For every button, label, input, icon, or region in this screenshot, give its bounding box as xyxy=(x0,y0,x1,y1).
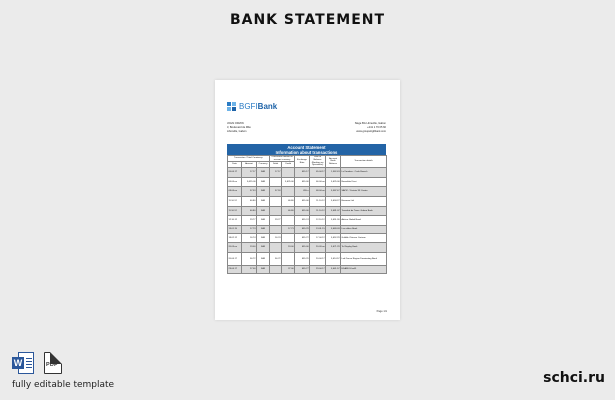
row-balance: 1,562.43 xyxy=(326,168,341,178)
row-rate: 655.78 xyxy=(295,225,310,233)
table-row xyxy=(228,233,387,243)
bank-logo xyxy=(227,102,287,114)
row-date: 13.01.15 xyxy=(228,225,242,233)
row-balance: 5,681.07 xyxy=(326,206,341,216)
template-tagline: fully editable template xyxy=(12,380,115,390)
bank-website: www.groupebgfibank.com xyxy=(356,130,386,133)
logo-text: BGFIBank xyxy=(239,102,278,111)
row-credit xyxy=(282,233,295,243)
row-amount: 17.73 xyxy=(242,225,257,233)
row-debit xyxy=(270,206,282,216)
row-amount: 29.77 xyxy=(242,216,257,226)
table-row xyxy=(228,177,387,187)
row-currency: XAF xyxy=(257,168,270,178)
row-value-date: 20.03.na xyxy=(310,243,326,253)
row-description: SAPIC / Certain XF Centre xyxy=(341,187,387,197)
row-date: 11.10.12 xyxy=(228,206,242,216)
logo-mark-icon xyxy=(227,102,237,111)
row-rate: 655.x xyxy=(295,187,310,197)
row-currency: XAF xyxy=(257,187,270,197)
table-row xyxy=(228,206,387,216)
row-debit: 56.72 xyxy=(270,252,282,265)
row-debit xyxy=(270,265,282,273)
row-rate: 655.00 xyxy=(295,177,310,187)
row-rate: 655.72 xyxy=(295,233,310,243)
table-row xyxy=(228,216,387,226)
row-credit xyxy=(282,168,295,178)
row-debit: 29.77 xyxy=(270,216,282,226)
pdf-document-icon: PDF xyxy=(44,352,62,374)
format-icons xyxy=(12,352,72,376)
row-rate: 655.17 xyxy=(295,168,310,178)
table-row xyxy=(228,168,387,178)
row-currency: XAF xyxy=(257,243,270,253)
row-value-date: 29.04.17 xyxy=(310,265,326,273)
row-description: Advise Global Bond xyxy=(341,216,387,226)
row-balance: 5,651.30 xyxy=(326,216,341,226)
row-date: 05.04.17 xyxy=(228,168,242,178)
table-row xyxy=(228,187,387,197)
row-rate: 655.76 xyxy=(295,252,310,265)
row-balance: 5,641.57 xyxy=(326,265,341,273)
row-credit: 17.73 xyxy=(282,225,295,233)
group-header-description: Transaction details xyxy=(341,156,387,168)
row-value-date: 11.10.12 xyxy=(310,206,326,216)
row-credit xyxy=(282,187,295,197)
row-description: Tel Deploy Bank xyxy=(341,243,387,253)
row-debit xyxy=(270,196,282,206)
row-balance: 5,634.27 xyxy=(326,196,341,206)
group-header-balance: Account Book Balance xyxy=(326,156,341,168)
row-currency: XAF xyxy=(257,225,270,233)
row-description: Bewalabs Dinci xyxy=(341,177,387,187)
row-debit xyxy=(270,243,282,253)
col-header-currency: Currency xyxy=(257,162,270,168)
col-header-amount: Amount xyxy=(242,162,257,168)
row-currency: XAF xyxy=(257,177,270,187)
row-rate: 655.00 xyxy=(295,243,310,253)
row-amount: 17.17 xyxy=(242,168,257,178)
row-description: Gulfdfe Chinese Cartoon xyxy=(341,233,387,243)
group-header-transaction: Transaction / Total Countersp. xyxy=(228,156,270,162)
row-description: Bionema Ltd xyxy=(341,196,387,206)
transactions-table xyxy=(227,155,387,274)
col-header-credit: Credit xyxy=(282,162,295,168)
bank-contact xyxy=(355,122,386,134)
row-credit: 27.00 xyxy=(282,265,295,273)
group-header-balance-date: Date of Balance (Booking on Operations) xyxy=(310,156,326,168)
row-amount: 16.74 xyxy=(242,233,257,243)
row-date: 06.04.na xyxy=(228,177,242,187)
row-date: 08.04.na xyxy=(228,187,242,197)
row-debit: 37.53 xyxy=(270,187,282,197)
row-debit: 17.17 xyxy=(270,168,282,178)
row-date: 20.04.17 xyxy=(228,252,242,265)
statement-title: Account Statement xyxy=(287,144,326,150)
bank-phone: +241 1 76 05 60 xyxy=(367,126,386,129)
row-value-date: 06.04.na xyxy=(310,177,326,187)
row-debit: 16.74 xyxy=(270,233,282,243)
row-value-date: 20.04.17 xyxy=(310,252,326,265)
row-balance: 5,614.57 xyxy=(326,252,341,265)
page-number: Page 1/1 xyxy=(376,310,387,313)
row-amount: 46.80 xyxy=(242,196,257,206)
row-description: Le Fondeur - Cash Branch xyxy=(341,168,387,178)
row-amount: 37.53 xyxy=(242,187,257,197)
row-amount: 5,625.00 xyxy=(242,177,257,187)
row-value-date: 05.04.17 xyxy=(310,168,326,178)
statement-subtitle: Information about transactions xyxy=(275,149,338,155)
row-credit: 5,625.00 xyxy=(282,177,295,187)
col-header-date: Date xyxy=(228,162,242,168)
row-description: Lab Dunce Region Dominating Bank xyxy=(341,252,387,265)
row-rate: 655.00 xyxy=(295,206,310,216)
row-balance: 5,587.47 xyxy=(326,187,341,197)
row-description: EDA/NOL/xx01 xyxy=(341,265,387,273)
statement-banner xyxy=(227,144,386,155)
col-header-debit: Debit xyxy=(270,162,282,168)
customer-address xyxy=(227,122,251,134)
row-balance: 5,652.29 xyxy=(326,233,341,243)
word-document-icon: W xyxy=(12,352,36,374)
statement-table-block xyxy=(227,144,386,274)
row-rate: 655.74 xyxy=(295,216,310,226)
row-value-date: 08.04.na xyxy=(310,187,326,197)
row-credit xyxy=(282,252,295,265)
site-watermark: schci.ru xyxy=(543,370,605,386)
row-balance: 5,625.00 xyxy=(326,177,341,187)
group-header-exchange: Exchange Rate xyxy=(295,156,310,168)
row-date: 29.04.17 xyxy=(228,265,242,273)
table-row xyxy=(228,252,387,265)
row-amount: 27.00 xyxy=(242,265,257,273)
row-amount: 19.00 xyxy=(242,243,257,253)
row-credit: 46.80 xyxy=(282,206,295,216)
row-credit xyxy=(282,216,295,226)
table-row xyxy=(228,265,387,273)
group-header-account: Transaction amount in account currency xyxy=(271,156,293,161)
row-balance: 5,669.03 xyxy=(326,225,341,233)
row-currency: XAF xyxy=(257,206,270,216)
row-description: Live offers Bank xyxy=(341,225,387,233)
row-date: 20.03.na xyxy=(228,243,242,253)
row-credit: 19.00 xyxy=(282,243,295,253)
row-currency: XAF xyxy=(257,265,270,273)
table-row xyxy=(228,243,387,253)
row-amount: 46.80 xyxy=(242,206,257,216)
row-balance: 5,671.29 xyxy=(326,243,341,253)
row-credit: 46.80 xyxy=(282,196,295,206)
row-currency: XAF xyxy=(257,252,270,265)
row-date: 11.10.12 xyxy=(228,196,242,206)
row-amount: 56.72 xyxy=(242,252,257,265)
row-rate: 655.00 xyxy=(295,196,310,206)
bank-address: Siège BG Libreville, Gabon xyxy=(354,122,386,125)
row-date: 12.10.12 xyxy=(228,216,242,226)
row-value-date: 11.10.12 xyxy=(310,196,326,206)
row-description: Transfert de Trans. Gabon Bank xyxy=(341,206,387,216)
row-debit xyxy=(270,225,282,233)
page-title: BANK STATEMENT xyxy=(229,12,386,28)
row-currency: XAF xyxy=(257,216,270,226)
customer-city: Libreville, Gabon xyxy=(227,130,247,133)
row-currency: XAF xyxy=(257,196,270,206)
row-date: 18.02.12 xyxy=(228,233,242,243)
row-value-date: 17.04.12 xyxy=(310,233,326,243)
row-value-date: 12.10.12 xyxy=(310,216,326,226)
table-row xyxy=(228,225,387,233)
row-rate: 655.77 xyxy=(295,265,310,273)
row-debit xyxy=(270,177,282,187)
customer-name: JOHN ODIZIN xyxy=(227,122,244,125)
customer-address-line: 3, Boulevard de Mlte xyxy=(227,126,251,129)
row-value-date: 13.01.15 xyxy=(310,225,326,233)
row-currency: XAF xyxy=(257,233,270,243)
statement-document xyxy=(215,80,400,320)
table-row xyxy=(228,196,387,206)
